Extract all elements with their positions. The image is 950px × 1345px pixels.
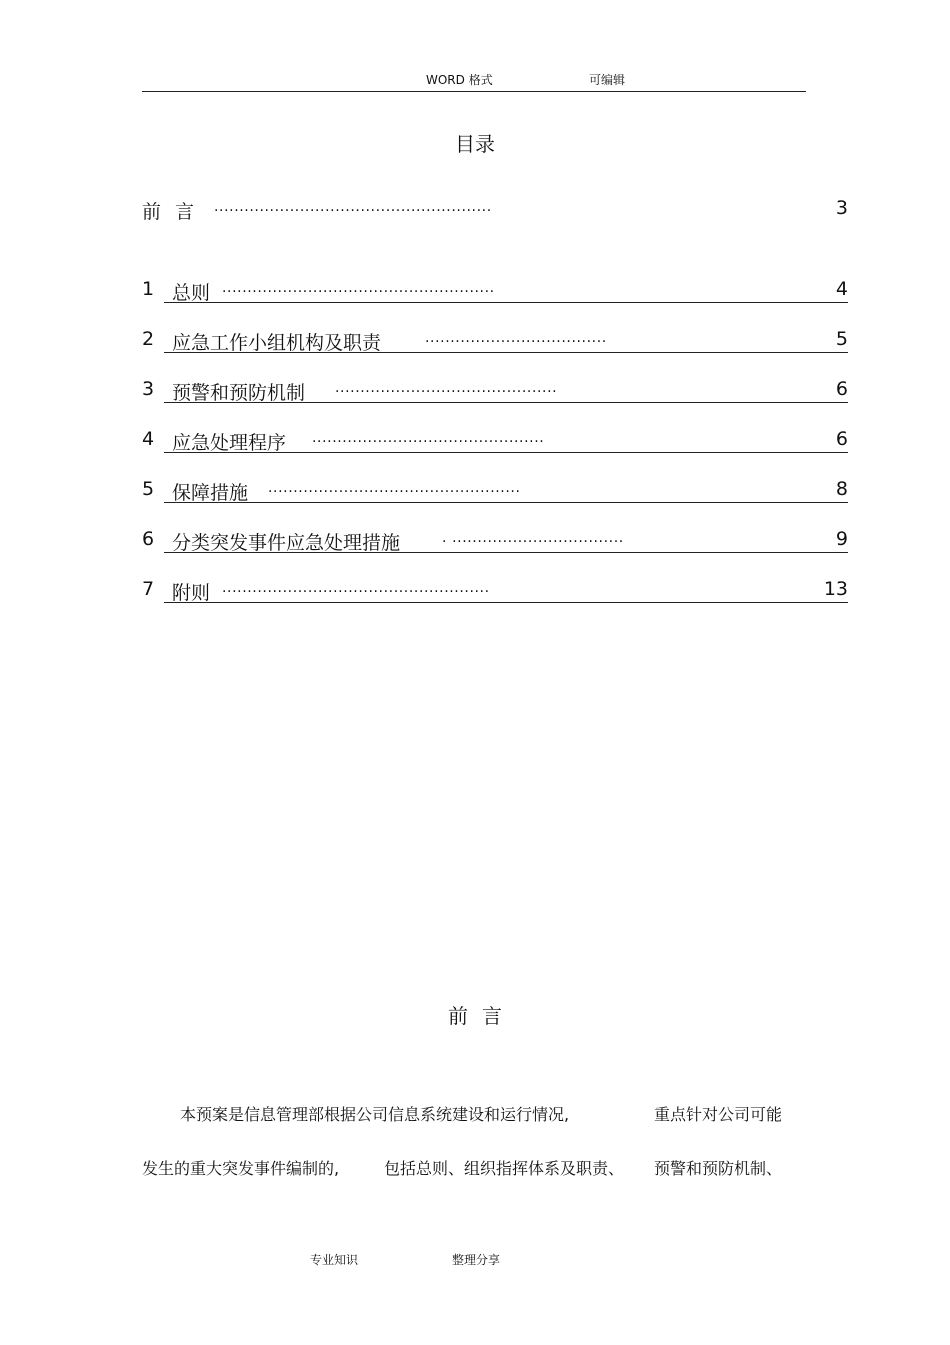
toc-item-number: 3 — [142, 378, 155, 400]
header-rule — [142, 91, 806, 92]
toc-underline — [164, 402, 848, 403]
toc-item-number: 5 — [142, 478, 155, 500]
preface-text: 包括总则、组织指挥体系及职责、 — [384, 1159, 625, 1178]
toc-dot-leader: ...................................................... — [222, 280, 495, 296]
toc-underline — [164, 452, 848, 453]
toc-item-4[interactable] — [142, 428, 848, 456]
toc-item-label: 附则 — [172, 582, 211, 604]
toc-dot-leader: .................................... — [425, 330, 607, 346]
toc-dot-leader: ............................................ — [335, 380, 558, 396]
toc-item-5[interactable] — [142, 478, 848, 506]
toc-underline — [164, 502, 848, 503]
toc-dot-leader: .............................................. — [312, 430, 545, 446]
toc-underline — [164, 302, 848, 303]
header-left-text: WORD 格式 — [426, 73, 493, 87]
toc-item-page: 5 — [835, 328, 848, 350]
toc-item-2[interactable] — [142, 328, 848, 356]
toc-item-page: 4 — [835, 278, 848, 300]
toc-intro-row[interactable] — [142, 197, 848, 225]
toc-item-3[interactable] — [142, 378, 848, 406]
toc-item-page: 9 — [835, 528, 848, 550]
preface-title: 前言 — [448, 1004, 516, 1028]
toc-dot-leader: ....................................................... — [214, 199, 492, 215]
toc-item-label: 保障措施 — [172, 482, 249, 504]
toc-underline — [164, 602, 848, 603]
toc-item-number: 6 — [142, 528, 155, 550]
toc-item-number: 7 — [142, 578, 155, 600]
toc-item-page: 13 — [823, 578, 848, 600]
toc-item-label: 分类突发事件应急处理措施 — [172, 532, 401, 554]
toc-item-7[interactable] — [142, 578, 848, 606]
toc-intro-label: 前 言 — [142, 201, 199, 223]
toc-item-page: 6 — [835, 378, 848, 400]
toc-dot-leader: . .................................. — [442, 530, 624, 546]
toc-title: 目录 — [455, 132, 495, 156]
header-right-text: 可编辑 — [589, 73, 626, 87]
toc-item-number: 4 — [142, 428, 155, 450]
preface-text: 预警和预防机制、 — [654, 1159, 783, 1178]
toc-item-6[interactable] — [142, 528, 848, 556]
toc-item-label: 应急处理程序 — [172, 432, 287, 454]
footer-right-text: 整理分享 — [452, 1253, 501, 1267]
toc-dot-leader: ..................................................... — [222, 580, 490, 596]
toc-intro-page: 3 — [835, 197, 848, 219]
toc-item-label: 预警和预防机制 — [172, 382, 306, 404]
toc-item-page: 8 — [835, 478, 848, 500]
toc-item-label: 总则 — [172, 282, 211, 304]
toc-underline — [164, 352, 848, 353]
toc-item-page: 6 — [835, 428, 848, 450]
toc-item-label: 应急工作小组机构及职责 — [172, 332, 382, 354]
preface-text: 重点针对公司可能 — [654, 1105, 783, 1124]
footer-left-text: 专业知识 — [310, 1253, 359, 1267]
toc-dot-leader: .................................................. — [268, 480, 521, 496]
toc-item-1[interactable] — [142, 278, 848, 306]
toc-item-number: 1 — [142, 278, 155, 300]
toc-underline — [164, 552, 848, 553]
toc-item-number: 2 — [142, 328, 155, 350]
preface-text: 发生的重大突发事件编制的, — [142, 1159, 340, 1178]
preface-text: 本预案是信息管理部根据公司信息系统建设和运行情况, — [180, 1105, 570, 1124]
